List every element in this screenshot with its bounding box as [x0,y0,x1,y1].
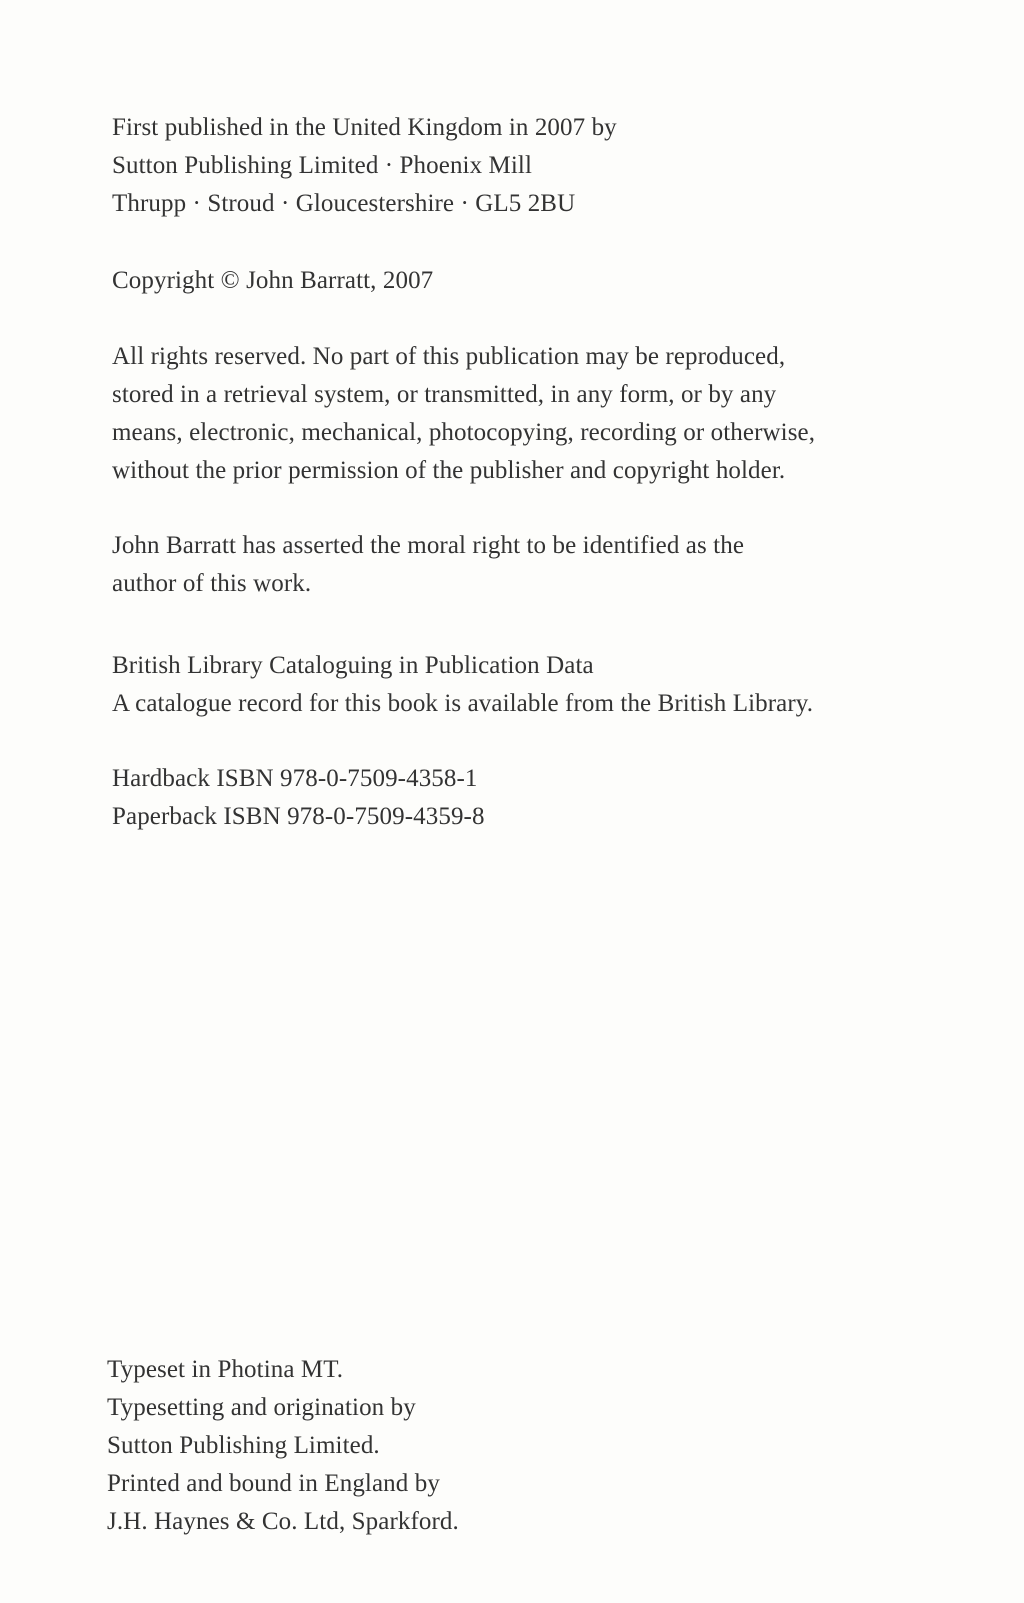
publication-line: Sutton Publishing Limited · Phoenix Mill [112,152,533,179]
isbn-paperback: Paperback ISBN 978-0-7509-4359-8 [112,803,485,830]
cataloguing-data [112,647,972,723]
rights-line: without the prior permission of the publisher and copyright holder. [112,457,786,484]
rights-line: All rights reserved. No part of this publication may be reproduced, [112,343,786,370]
copyright-line: Copyright © John Barratt, 2007 [112,267,434,294]
cataloguing-line: A catalogue record for this book is available from the British Library. [112,690,814,717]
moral-right-statement [112,527,972,603]
isbn-list [112,760,972,836]
rights-line: means, electronic, mechanical, photocopying, recording or otherwise, [112,419,816,446]
publication-line: Thrupp · Stroud · Gloucestershire · GL5 2BU [112,190,576,217]
cataloguing-line: British Library Cataloguing in Publication Data [112,652,594,679]
moral-right-line: John Barratt has asserted the moral right to be identified as the [112,532,745,559]
copyright-notice [112,262,972,300]
colophon-line: J.H. Haynes & Co. Ltd, Sparkford. [107,1508,459,1535]
moral-right-line: author of this work. [112,570,312,597]
colophon-line: Typeset in Photina MT. [107,1356,344,1383]
rights-reserved-notice [112,338,972,490]
colophon [107,1351,967,1541]
publication-line: First published in the United Kingdom in 2007 by [112,114,617,141]
colophon-line: Sutton Publishing Limited. [107,1432,380,1459]
colophon-line: Printed and bound in England by [107,1470,440,1497]
rights-line: stored in a retrieval system, or transmitted, in any form, or by any [112,381,777,408]
publication-statement [112,109,972,223]
isbn-hardback: Hardback ISBN 978-0-7509-4358-1 [112,765,478,792]
colophon-line: Typesetting and origination by [107,1394,416,1421]
